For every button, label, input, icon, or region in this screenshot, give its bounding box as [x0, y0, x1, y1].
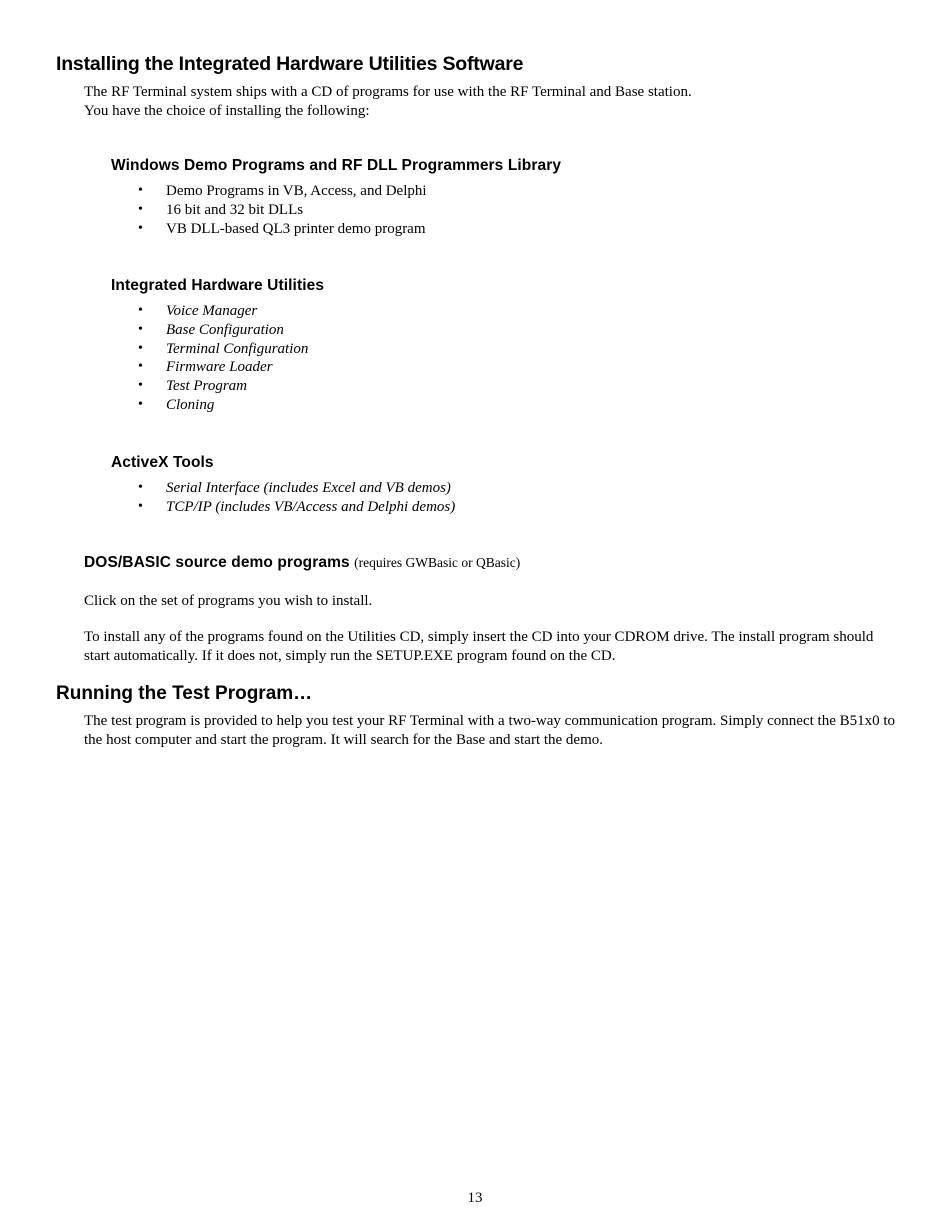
- heading-windows-demo: Windows Demo Programs and RF DLL Programmers Library: [111, 157, 562, 174]
- list-activex: [138, 479, 455, 517]
- heading-dos-basic: [84, 554, 520, 572]
- list-utilities: [138, 302, 308, 415]
- dos-heading-note: (requires GWBasic or QBasic): [354, 555, 521, 570]
- click-instruction: Click on the set of programs you wish to install.: [84, 593, 373, 609]
- list-item: • 16 bit and 32 bit DLLs: [138, 201, 427, 220]
- list-item: • Test Program: [138, 377, 308, 396]
- list-item: • VB DLL-based QL3 printer demo program: [138, 220, 427, 239]
- intro-line-2: You have the choice of installing the following:: [84, 103, 370, 119]
- list-item: • Cloning: [138, 396, 308, 415]
- intro-paragraph: [84, 83, 692, 121]
- list-item: • Base Configuration: [138, 321, 308, 340]
- heading-activex: ActiveX Tools: [111, 454, 214, 471]
- dos-heading-text: DOS/BASIC source demo programs: [84, 554, 350, 571]
- install-instruction: To install any of the programs found on the Utilities CD, simply insert the CD into your CDROM drive. The install program should start automatically. If it does not, simply run the SETUP.EXE program found on the CD.: [84, 629, 874, 664]
- section-title-installing: Installing the Integrated Hardware Utilities Software: [56, 53, 524, 75]
- heading-utilities: Integrated Hardware Utilities: [111, 277, 325, 294]
- intro-line-1: The RF Terminal system ships with a CD of programs for use with the RF Terminal and Base station.: [84, 84, 692, 100]
- list-item: • Terminal Configuration: [138, 340, 308, 359]
- list-item: • Voice Manager: [138, 302, 308, 321]
- list-item: • Demo Programs in VB, Access, and Delphi: [138, 182, 427, 201]
- list-windows-demo: [138, 182, 427, 238]
- list-item: • TCP/IP (includes VB/Access and Delphi demos): [138, 498, 455, 517]
- test-program-paragraph: The test program is provided to help you test your RF Terminal with a two-way communication program. Simply connect the B51x0 to the host computer and start the program. It will search for the Base and start the demo.: [84, 713, 896, 748]
- list-item: • Serial Interface (includes Excel and VB demos): [138, 479, 455, 498]
- list-item: • Firmware Loader: [138, 358, 308, 377]
- section-title-test-program: Running the Test Program…: [56, 683, 313, 704]
- page-number: 13: [467, 1190, 483, 1206]
